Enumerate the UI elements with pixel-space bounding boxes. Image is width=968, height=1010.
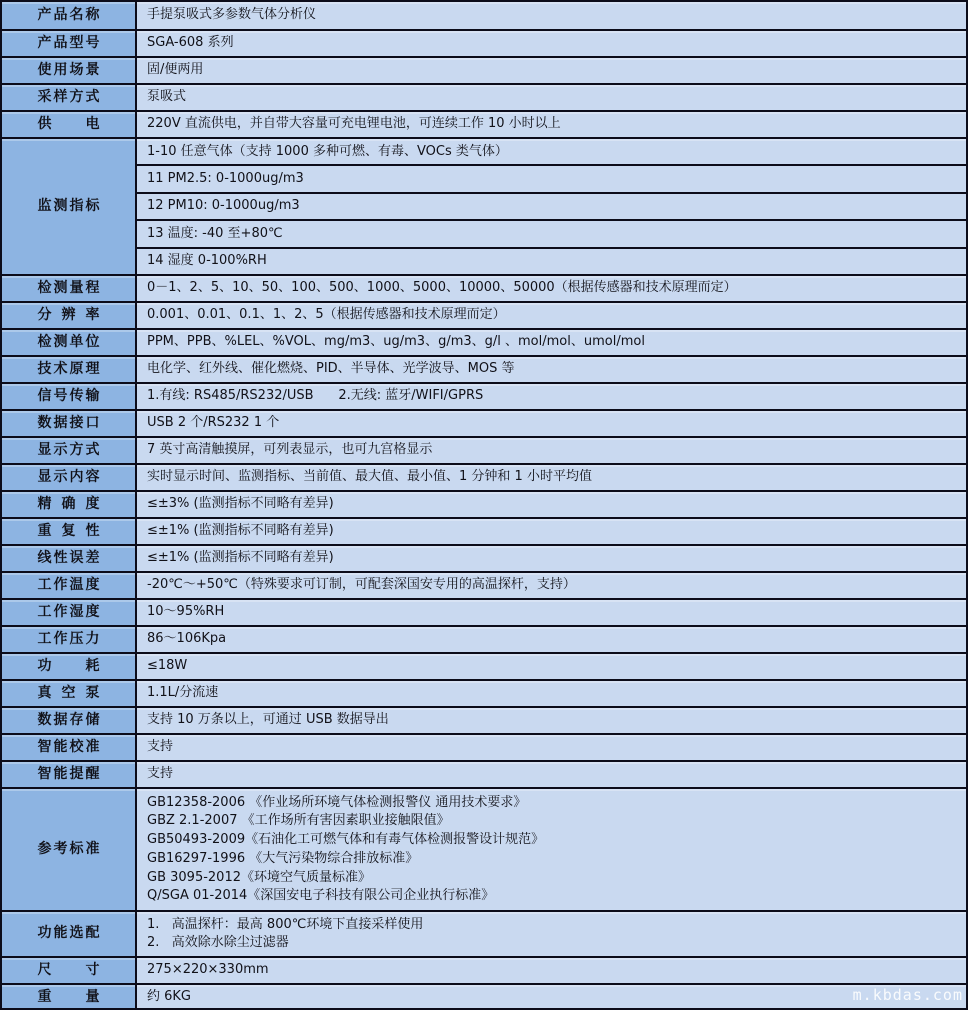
row-label-repeatability xyxy=(2,519,137,544)
value-line: GB16297-1996 《大气污染物综合排放标准》 xyxy=(147,850,419,866)
row-label-technical-principle xyxy=(2,357,137,382)
row-value-usage-scenario xyxy=(137,58,966,83)
row-label-text: 精确度 xyxy=(37,495,100,512)
value-text: 电化学、红外线、催化燃烧、PID、半导体、光学波导、MOS 等 xyxy=(147,361,515,377)
spec-row-weight xyxy=(2,983,966,1010)
sub-row xyxy=(137,247,966,274)
value-line: Q/SGA 01-2014《深国安电子科技有限公司企业执行标准》 xyxy=(147,888,495,904)
sub-row xyxy=(137,192,966,219)
row-label-resolution xyxy=(2,303,137,328)
value-text: 支持 10 万条以上，可通过 USB 数据导出 xyxy=(147,712,389,728)
row-value-signal-transmission xyxy=(137,384,966,409)
row-value-resolution xyxy=(137,303,966,328)
value-text: ≤±3% (监测指标不同略有差异) xyxy=(147,496,334,512)
spec-row-smart-reminder xyxy=(2,760,966,787)
row-label-sampling-method xyxy=(2,85,137,110)
value-text: 86～106Kpa xyxy=(147,631,227,647)
row-label-display-mode xyxy=(2,438,137,463)
spec-row-power-supply xyxy=(2,110,966,137)
row-value-product-name xyxy=(137,2,966,29)
row-label-text: 使用场景 xyxy=(37,61,100,78)
row-label-text: 真空泵 xyxy=(37,684,100,701)
row-value-dimensions xyxy=(137,958,966,983)
spec-row-technical-principle xyxy=(2,355,966,382)
spec-row-display-mode xyxy=(2,436,966,463)
row-label-working-humidity xyxy=(2,600,137,625)
spec-row-signal-transmission xyxy=(2,382,966,409)
row-value-smart-reminder xyxy=(137,762,966,787)
row-value-linearity-error xyxy=(137,546,966,571)
value-text: 220V 直流供电，并自带大容量可充电锂电池，可连续工作 10 小时以上 xyxy=(147,116,561,132)
row-value-detection-units xyxy=(137,330,966,355)
spec-row-monitoring-indicators xyxy=(2,137,966,274)
value-text: 约 6KG xyxy=(147,989,192,1005)
spec-row-usage-scenario xyxy=(2,56,966,83)
row-label-detection-range xyxy=(2,276,137,301)
row-value-optional-features xyxy=(137,912,966,956)
value-line: 1. 高温探杆：最高 800℃环境下直接采样使用 xyxy=(147,916,424,932)
row-label-text: 智能提醒 xyxy=(37,765,100,782)
row-value-display-mode xyxy=(137,438,966,463)
spec-row-data-interface xyxy=(2,409,966,436)
spec-row-detection-range xyxy=(2,274,966,301)
spec-row-product-model xyxy=(2,29,966,56)
value-line: GB 3095-2012《环境空气质量标准》 xyxy=(147,869,371,885)
row-label-text: 供电 xyxy=(37,115,100,132)
value-text: ≤18W xyxy=(147,658,188,674)
row-label-text: 工作压力 xyxy=(37,630,100,647)
row-label-text: 采样方式 xyxy=(37,88,100,105)
watermark-text: m.kbdas.com xyxy=(852,986,963,1004)
row-label-text: 工作湿度 xyxy=(37,603,100,620)
row-label-linearity-error xyxy=(2,546,137,571)
sub-row-text: 13 温度: -40 至+80℃ xyxy=(147,225,283,241)
spec-row-vacuum-pump xyxy=(2,679,966,706)
row-label-text: 工作温度 xyxy=(37,576,100,593)
sub-row-text: 11 PM2.5: 0-1000ug/m3 xyxy=(147,170,304,186)
spec-row-accuracy xyxy=(2,490,966,517)
row-value-working-humidity xyxy=(137,600,966,625)
value-text: 支持 xyxy=(147,766,174,782)
spec-row-working-temperature xyxy=(2,571,966,598)
sub-row-text: 12 PM10: 0-1000ug/m3 xyxy=(147,198,300,214)
value-text: 0.001、0.01、0.1、1、2、5（根据传感器和技术原理而定） xyxy=(147,307,506,323)
row-label-product-name xyxy=(2,2,137,29)
value-text: ≤±1% (监测指标不同略有差异) xyxy=(147,523,334,539)
spec-row-sampling-method xyxy=(2,83,966,110)
row-label-text: 监测指标 xyxy=(37,197,100,214)
value-text: 固/便两用 xyxy=(147,62,204,78)
spec-row-power-consumption xyxy=(2,652,966,679)
spec-row-reference-standards xyxy=(2,787,966,910)
row-label-smart-calibration xyxy=(2,735,137,760)
row-value-vacuum-pump xyxy=(137,681,966,706)
row-value-working-pressure xyxy=(137,627,966,652)
row-value-weight xyxy=(137,985,966,1010)
row-label-vacuum-pump xyxy=(2,681,137,706)
value-text: USB 2 个/RS232 1 个 xyxy=(147,415,280,431)
row-value-data-storage xyxy=(137,708,966,733)
row-label-weight xyxy=(2,985,137,1010)
sub-row-text: 1-10 任意气体（支持 1000 多种可燃、有毒、VOCs 类气体） xyxy=(147,143,508,159)
row-label-power-supply xyxy=(2,112,137,137)
row-label-text: 分辨率 xyxy=(37,306,100,323)
row-value-repeatability xyxy=(137,519,966,544)
spec-row-product-name xyxy=(2,2,966,29)
row-label-text: 检测量程 xyxy=(37,279,100,296)
row-label-text: 数据存储 xyxy=(37,711,100,728)
spec-row-display-content xyxy=(2,463,966,490)
row-label-text: 显示方式 xyxy=(37,441,100,458)
row-label-reference-standards xyxy=(2,789,137,910)
row-label-power-consumption xyxy=(2,654,137,679)
row-value-data-interface xyxy=(137,411,966,436)
row-label-text: 功耗 xyxy=(37,657,100,674)
row-value-power-supply xyxy=(137,112,966,137)
row-label-text: 产品型号 xyxy=(37,34,100,51)
row-value-power-consumption xyxy=(137,654,966,679)
value-text: 泵吸式 xyxy=(147,89,187,105)
spec-row-resolution xyxy=(2,301,966,328)
row-label-signal-transmission xyxy=(2,384,137,409)
row-value-smart-calibration xyxy=(137,735,966,760)
value-line: 2. 高效除水除尘过滤器 xyxy=(147,934,289,950)
value-line: GB50493-2009《石油化工可燃气体和有毒气体检测报警设计规范》 xyxy=(147,832,545,847)
row-label-text: 技术原理 xyxy=(37,360,100,377)
row-label-dimensions xyxy=(2,958,137,983)
spec-row-linearity-error xyxy=(2,544,966,571)
row-value-reference-standards xyxy=(137,789,966,910)
row-value-technical-principle xyxy=(137,357,966,382)
row-value-accuracy xyxy=(137,492,966,517)
row-label-usage-scenario xyxy=(2,58,137,83)
row-label-data-storage xyxy=(2,708,137,733)
value-text: SGA-608 系列 xyxy=(147,35,234,51)
value-text: 1.有线: RS485/RS232/USB 2.无线: 蓝牙/WIFI/GPRS xyxy=(147,388,484,404)
row-label-working-temperature xyxy=(2,573,137,598)
row-label-text: 重复性 xyxy=(37,522,100,539)
spec-row-smart-calibration xyxy=(2,733,966,760)
spec-row-dimensions xyxy=(2,956,966,983)
row-value-monitoring-indicators xyxy=(137,139,966,274)
row-label-data-interface xyxy=(2,411,137,436)
spec-row-working-pressure xyxy=(2,625,966,652)
value-text: 7 英寸高清触摸屏，可列表显示，也可九宫格显示 xyxy=(147,442,433,458)
value-text: 0－1、2、5、10、50、100、500、1000、5000、10000、50000（根据传感器和技术原理而定） xyxy=(147,280,737,296)
spec-row-repeatability xyxy=(2,517,966,544)
row-label-monitoring-indicators xyxy=(2,139,137,274)
value-text: 手提泵吸式多参数气体分析仪 xyxy=(147,7,317,23)
value-line: GBZ 2.1-2007 《工作场所有害因素职业接触限值》 xyxy=(147,813,450,829)
spec-row-detection-units xyxy=(2,328,966,355)
row-value-sampling-method xyxy=(137,85,966,110)
value-text: 支持 xyxy=(147,739,174,755)
row-label-accuracy xyxy=(2,492,137,517)
row-label-text: 功能选配 xyxy=(37,925,100,942)
value-text: PPM、PPB、%LEL、%VOL、mg/m3、ug/m3、g/m3、g/l 、mol/mol、umol/mol xyxy=(147,334,645,350)
value-text: 275×220×330mm xyxy=(147,962,269,978)
row-label-working-pressure xyxy=(2,627,137,652)
value-line: GB12358-2006 《作业场所环境气体检测报警仪 通用技术要求》 xyxy=(147,794,527,810)
sub-row xyxy=(137,139,966,164)
value-text: 10～95%RH xyxy=(147,604,225,620)
row-label-text: 重量 xyxy=(37,988,100,1005)
spec-row-optional-features xyxy=(2,910,966,956)
row-label-text: 信号传输 xyxy=(37,387,100,404)
row-value-display-content xyxy=(137,465,966,490)
row-label-text: 显示内容 xyxy=(37,468,100,485)
sub-row xyxy=(137,164,966,191)
row-label-text: 检测单位 xyxy=(37,333,100,350)
row-label-text: 参考标准 xyxy=(37,840,100,857)
row-label-text: 智能校准 xyxy=(37,738,100,755)
row-value-product-model xyxy=(137,31,966,56)
row-label-product-model xyxy=(2,31,137,56)
value-text: 实时显示时间、监测指标、当前值、最大值、最小值、1 分钟和 1 小时平均值 xyxy=(147,469,592,485)
row-value-detection-range xyxy=(137,276,966,301)
row-label-detection-units xyxy=(2,330,137,355)
row-label-smart-reminder xyxy=(2,762,137,787)
row-value-working-temperature xyxy=(137,573,966,598)
spec-row-data-storage xyxy=(2,706,966,733)
row-label-text: 产品名称 xyxy=(37,6,100,23)
row-label-text: 尺寸 xyxy=(37,961,100,978)
row-label-display-content xyxy=(2,465,137,490)
row-label-optional-features xyxy=(2,912,137,956)
value-text: ≤±1% (监测指标不同略有差异) xyxy=(147,550,334,566)
spec-row-working-humidity xyxy=(2,598,966,625)
sub-row-text: 14 湿度 0-100%RH xyxy=(147,253,267,269)
row-label-text: 数据接口 xyxy=(37,414,100,431)
value-text: -20℃～+50℃（特殊要求可订制，可配套深国安专用的高温探杆，支持） xyxy=(147,577,576,593)
value-text: 1.1L/分流速 xyxy=(147,685,219,701)
row-label-text: 线性误差 xyxy=(37,549,100,566)
sub-row xyxy=(137,219,966,246)
